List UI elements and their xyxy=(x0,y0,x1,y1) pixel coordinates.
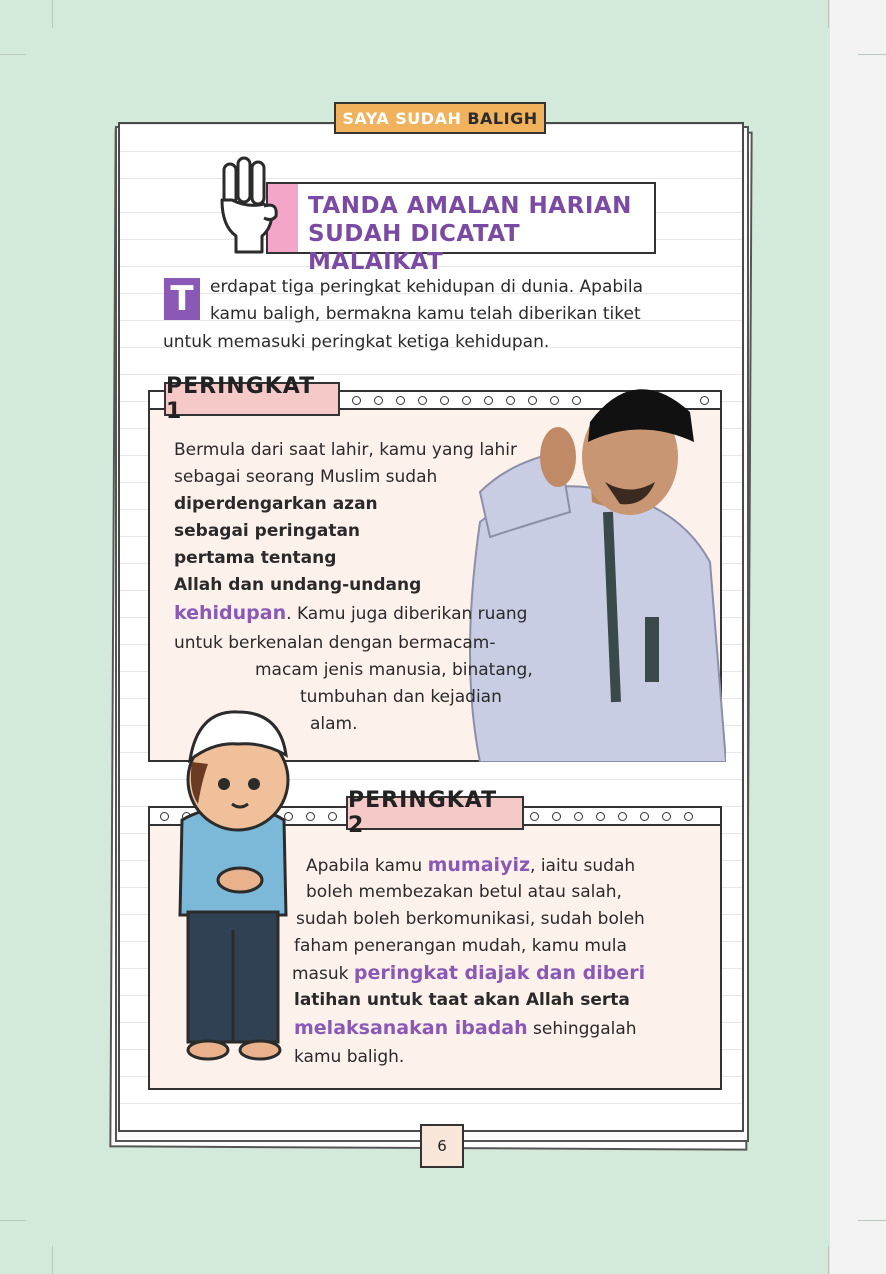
ring-hole xyxy=(530,812,539,821)
peringkat-2-label: PERINGKAT 2 xyxy=(346,796,524,830)
p2-line-2: boleh membezakan betul atau salah, xyxy=(306,882,622,902)
p2-highlight-2: peringkat diajak dan diberi xyxy=(353,962,646,984)
ring-hole xyxy=(618,812,627,821)
ring-hole xyxy=(352,396,361,405)
p2-highlight-1: mumaiyiz xyxy=(427,854,531,876)
p1-line-6: tumbuhan dan kejadian xyxy=(300,687,502,707)
p2-line-1 xyxy=(306,852,635,880)
intro-line-1: erdapat tiga peringkat kehidupan di dunia. Apabila xyxy=(210,277,644,297)
ring-hole xyxy=(640,812,649,821)
page-number: 6 xyxy=(420,1124,464,1168)
ring-hole xyxy=(552,812,561,821)
p1-line-mixed xyxy=(174,600,527,628)
peringkat-1-label: PERINGKAT 1 xyxy=(164,382,340,416)
ring-hole xyxy=(306,812,315,821)
p1-line-4: untuk berkenalan dengan bermacam- xyxy=(174,633,496,653)
ring-hole xyxy=(396,396,405,405)
p2-line-5a: masuk xyxy=(292,964,354,984)
crop-mark xyxy=(0,1220,26,1221)
p1-line-1: Bermula dari saat lahir, kamu yang lahir xyxy=(174,440,517,460)
ring-hole xyxy=(374,396,383,405)
page-title xyxy=(308,192,654,276)
three-fingers-hand-icon xyxy=(218,156,282,256)
drop-cap: T xyxy=(164,278,200,320)
ring-hole xyxy=(684,812,693,821)
title-line-1: TANDA AMALAN HARIAN xyxy=(308,193,632,219)
crop-mark xyxy=(858,54,886,55)
p1-line-7: alam. xyxy=(310,714,358,734)
ring-hole xyxy=(418,396,427,405)
p1-line-3: . Kamu juga diberikan ruang xyxy=(286,604,528,624)
p2-line-8: kamu baligh. xyxy=(294,1047,405,1067)
p1-highlight-4: Allah dan undang-undang xyxy=(174,575,422,595)
crop-mark xyxy=(858,1220,886,1221)
intro-line-2: kamu baligh, bermakna kamu telah diberikan tiket xyxy=(210,304,641,324)
p1-line-2: sebagai seorang Muslim sudah xyxy=(174,467,438,487)
section-tag-part2: BALIGH xyxy=(467,108,538,128)
page-margin-strip xyxy=(830,0,886,1274)
p1-highlight-3: pertama tentang xyxy=(174,548,337,568)
p2-line-1b: , iaitu sudah xyxy=(530,856,636,876)
ring-hole xyxy=(596,812,605,821)
boy-cartoon-illustration xyxy=(168,700,298,1070)
crop-mark xyxy=(52,1246,53,1274)
p2-line-5 xyxy=(292,960,645,988)
section-tag-part1: SAYA SUDAH xyxy=(342,108,462,128)
p2-line-3: sudah boleh berkomunikasi, sudah boleh xyxy=(296,909,645,929)
intro-line-3: untuk memasuki peringkat ketiga kehidupan. xyxy=(163,332,550,352)
ring-hole xyxy=(662,812,671,821)
p2-highlight-3: latihan untuk taat akan Allah serta xyxy=(294,990,630,1010)
title-box xyxy=(266,182,656,275)
p1-highlight-1: diperdengarkan azan xyxy=(174,494,378,514)
p1-highlight-2: sebagai peringatan xyxy=(174,521,361,541)
section-tag xyxy=(334,102,546,134)
ring-hole xyxy=(328,812,337,821)
crop-mark xyxy=(0,54,26,55)
p2-line-7b: sehinggalah xyxy=(527,1019,637,1039)
crop-mark xyxy=(52,0,53,28)
p1-highlight-5: kehidupan xyxy=(174,602,287,624)
p2-line-1a: Apabila kamu xyxy=(306,856,428,876)
p2-highlight-4: melaksanakan ibadah xyxy=(294,1017,528,1039)
p2-line-4: faham penerangan mudah, kamu mula xyxy=(294,936,627,956)
crop-mark xyxy=(828,0,829,28)
crop-mark xyxy=(828,1246,829,1274)
title-line-2: SUDAH DICATAT MALAIKAT xyxy=(308,221,521,275)
ring-hole xyxy=(574,812,583,821)
p1-line-5: macam jenis manusia, binatang, xyxy=(255,660,533,680)
p2-line-7 xyxy=(294,1015,637,1043)
